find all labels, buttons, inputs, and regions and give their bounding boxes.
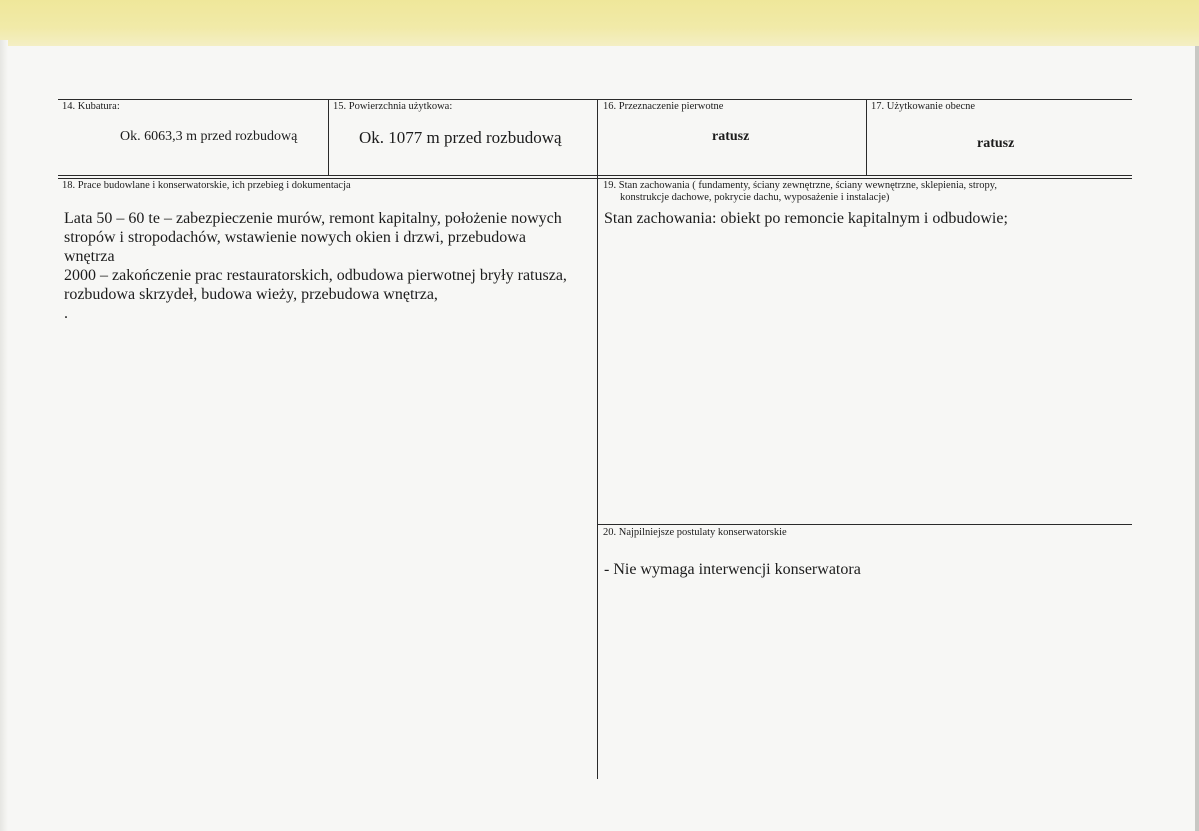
prace-line: stropów i stropodachów, wstawienie nowych okien i drzwi, przebudowa <box>64 229 526 246</box>
powierzchnia-label: 15. Powierzchnia użytkowa: <box>333 101 453 112</box>
przeznaczenie-label: 16. Przeznaczenie pierwotne <box>603 101 724 112</box>
prace-line: Lata 50 – 60 te – zabezpieczenie murów, remont kapitalny, położenie nowych <box>64 210 562 227</box>
prace-line: 2000 – zakończenie prac restauratorskich, odbudowa pierwotnej bryły ratusza, <box>64 267 567 284</box>
prace-line: wnętrza <box>64 248 115 265</box>
scan-right-edge <box>1195 46 1199 831</box>
kubatura-label: 14. Kubatura: <box>62 101 120 112</box>
row1-top-border <box>58 99 1132 100</box>
col-divider-3 <box>866 99 867 176</box>
postulaty-top-border <box>597 524 1132 525</box>
uzytkowanie-value: ratusz <box>977 136 1015 151</box>
stan-label-line-2: konstrukcje dachowe, pokrycie dachu, wyposażenie i instalacje) <box>620 192 890 203</box>
prace-line: rozbudowa skrzydeł, budowa wieży, przebudowa wnętrza, <box>64 286 438 303</box>
col-divider-1 <box>328 99 329 176</box>
kubatura-value: Ok. 6063,3 m przed rozbudową <box>120 129 298 144</box>
col-divider-2 <box>597 99 598 779</box>
postulaty-value: - Nie wymaga interwencji konserwatora <box>604 561 861 578</box>
stan-value: Stan zachowania: obiekt po remoncie kapitalnym i odbudowie; <box>604 210 1008 227</box>
prace-text <box>64 209 594 323</box>
uzytkowanie-label: 17. Użytkowanie obecne <box>871 101 976 112</box>
prace-label: 18. Prace budowlane i konserwatorskie, ich przebieg i dokumentacja <box>62 180 351 191</box>
postulaty-label: 20. Najpilniejsze postulaty konserwatorskie <box>603 527 787 538</box>
przeznaczenie-value: ratusz <box>712 129 750 144</box>
prace-line: . <box>64 305 68 322</box>
stan-label-line-1: 19. Stan zachowania ( fundamenty, ściany zewnętrzne, ściany wewnętrzne, sklepienia, stropy, <box>603 180 997 191</box>
row2-top-border <box>58 178 1132 179</box>
scan-left-edge <box>0 40 8 831</box>
scan-yellow-band <box>0 0 1199 46</box>
row1-bottom-border <box>58 175 1132 176</box>
powierzchnia-value: Ok. 1077 m przed rozbudową <box>359 128 562 147</box>
